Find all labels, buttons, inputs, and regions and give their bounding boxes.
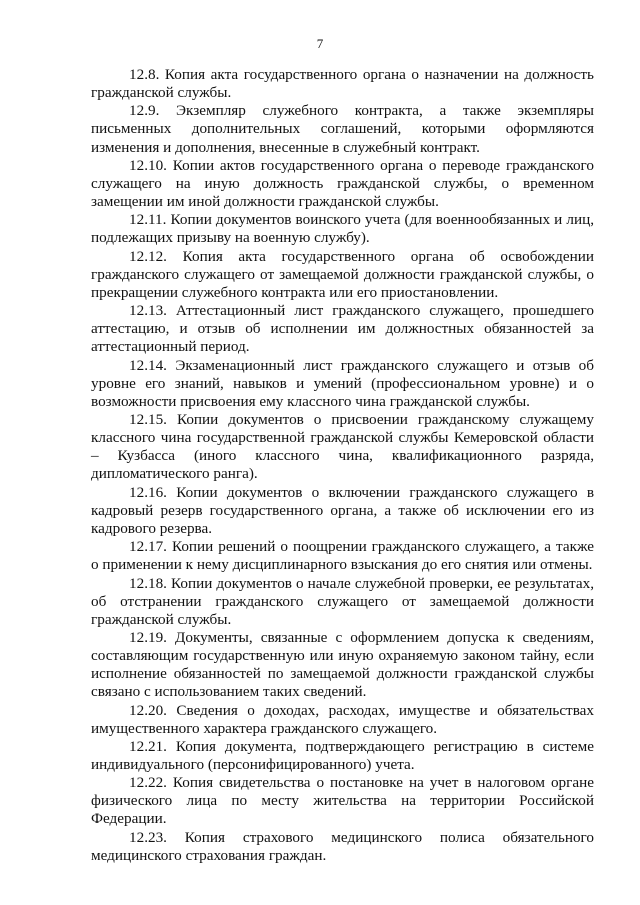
- list-item-12-13: 12.13. Аттестационный лист гражданского служащего, прошедшего аттестацию, и отзыв об исполнении им должностных обязанностей за аттестационный период.: [91, 302, 594, 356]
- list-item-12-20: 12.20. Сведения о доходах, расходах, имуществе и обязательствах имущественного характера гражданского служащего.: [91, 701, 594, 737]
- list-item-12-12: 12.12. Копия акта государственного органа об освобождении гражданского служащего от замещаемой должности гражданской службы, о прекращении служебного контракта или его приостановлении.: [91, 247, 594, 301]
- list-item-12-19: 12.19. Документы, связанные с оформлением допуска к сведениям, составляющим государственную или иную охраняемую законом тайну, если исполнение обязанностей по замещаемой должности гражданской службы связано с использованием таких сведений.: [91, 628, 594, 701]
- list-item-12-14: 12.14. Экзаменационный лист гражданского служащего и отзыв об уровне его знаний, навыков и умений (профессиональном уровне) и о возможности присвоения ему классного чина гражданской службы.: [91, 356, 594, 410]
- list-item-12-18: 12.18. Копии документов о начале служебной проверки, ее результатах, об отстранении гражданского служащего от замещаемой должности гражданской службы.: [91, 574, 594, 628]
- document-body: [91, 66, 594, 865]
- list-item-12-11: 12.11. Копии документов воинского учета (для военнообязанных и лиц, подлежащих призыву на военную службу).: [91, 211, 594, 247]
- list-item-12-8: 12.8. Копия акта государственного органа о назначении на должность гражданской службы.: [91, 66, 594, 102]
- list-item-12-21: 12.21. Копия документа, подтверждающего регистрацию в системе индивидуального (персонифицированного) учета.: [91, 737, 594, 773]
- list-item-12-10: 12.10. Копии актов государственного органа о переводе гражданского служащего на иную должность гражданской службы, о временном замещении им иной должности гражданской службы.: [91, 156, 594, 211]
- list-item-12-22: 12.22. Копия свидетельства о постановке на учет в налоговом органе физического лица по месту жительства на территории Российской Федерации.: [91, 774, 594, 828]
- list-item-12-9: 12.9. Экземпляр служебного контракта, а также экземпляры письменных дополнительных соглашений, которыми оформляются изменения и дополнения, внесенные в служебный контракт.: [91, 102, 594, 156]
- list-item-12-16: 12.16. Копии документов о включении гражданского служащего в кадровый резерв государственного органа, а также об исключении его из кадрового резерва.: [91, 483, 594, 537]
- list-item-12-15: 12.15. Копии документов о присвоении гражданскому служащему классного чина государственной гражданской службы Кемеровской области – Кузбасса (иного классного чина, квалификационного разряда, дипломатического ранга).: [91, 411, 594, 483]
- list-item-12-23: 12.23. Копия страхового медицинского полиса обязательного медицинского страхования граждан.: [91, 828, 594, 864]
- page-number: 7: [316, 36, 324, 51]
- list-item-12-17: 12.17. Копии решений о поощрении гражданского служащего, а также о применении к нему дисциплинарного взыскания до его снятия или отмены.: [91, 538, 594, 574]
